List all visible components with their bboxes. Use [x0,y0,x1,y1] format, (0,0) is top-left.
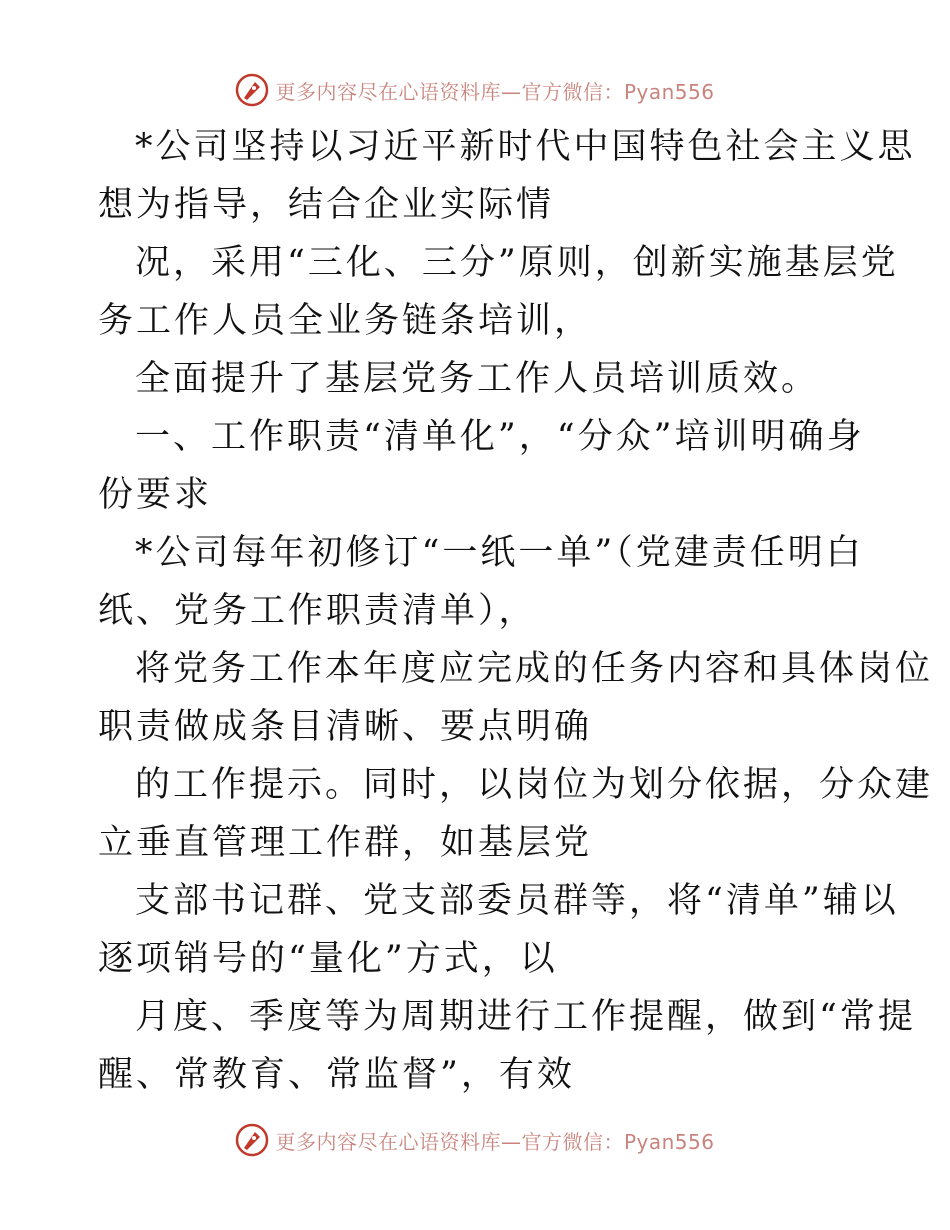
pen-nib-logo-icon [235,1123,269,1157]
paragraph-line: 务工作人员全业务链条培训， [98,301,593,341]
watermark-text: 更多内容尽在心语资料库—官方微信：Pyan556 [275,79,715,104]
footer-watermark [0,1120,950,1160]
document-body [98,118,934,1104]
pen-nib-logo-icon [235,73,269,107]
paragraph-line: 想为指导，结合企业实际情 [98,185,555,225]
paragraph-line: 纸、党务工作职责清单）， [98,591,537,631]
paragraph-line: 逐项销号的“量化”方式，以 [98,939,558,979]
paragraph-line: 的工作提示。同时，以岗位为划分依据，分众建 [135,765,934,805]
paragraph-line: 将党务工作本年度应完成的任务内容和具体岗位 [135,649,934,689]
paragraph-line: 况，采用“三化、三分”原则，创新实施基层党 [135,243,899,283]
paragraph-line: *公司坚持以习近平新时代中国特色社会主义思 [135,127,916,167]
section-heading-line: 一、工作职责“清单化”，“分众”培训明确身 [135,417,865,457]
paragraph-line: 月度、季度等为周期进行工作提醒，做到“常提 [135,997,916,1037]
paragraph-line: 支部书记群、党支部委员群等，将“清单”辅以 [135,881,899,921]
paragraph-line: 全面提升了基层党务工作人员培训质效。 [135,359,820,399]
section-heading-line: 份要求 [98,475,213,515]
watermark-text: 更多内容尽在心语资料库—官方微信：Pyan556 [275,1129,715,1154]
paragraph-line: 醒、常教育、常监督”，有效 [98,1055,575,1095]
paragraph-line: 立垂直管理工作群，如基层党 [98,823,593,863]
paragraph-line: *公司每年初修订“一纸一单”（党建责任明白 [135,533,864,573]
header-watermark [0,70,950,110]
paragraph-line: 职责做成条目清晰、要点明确 [98,707,593,747]
